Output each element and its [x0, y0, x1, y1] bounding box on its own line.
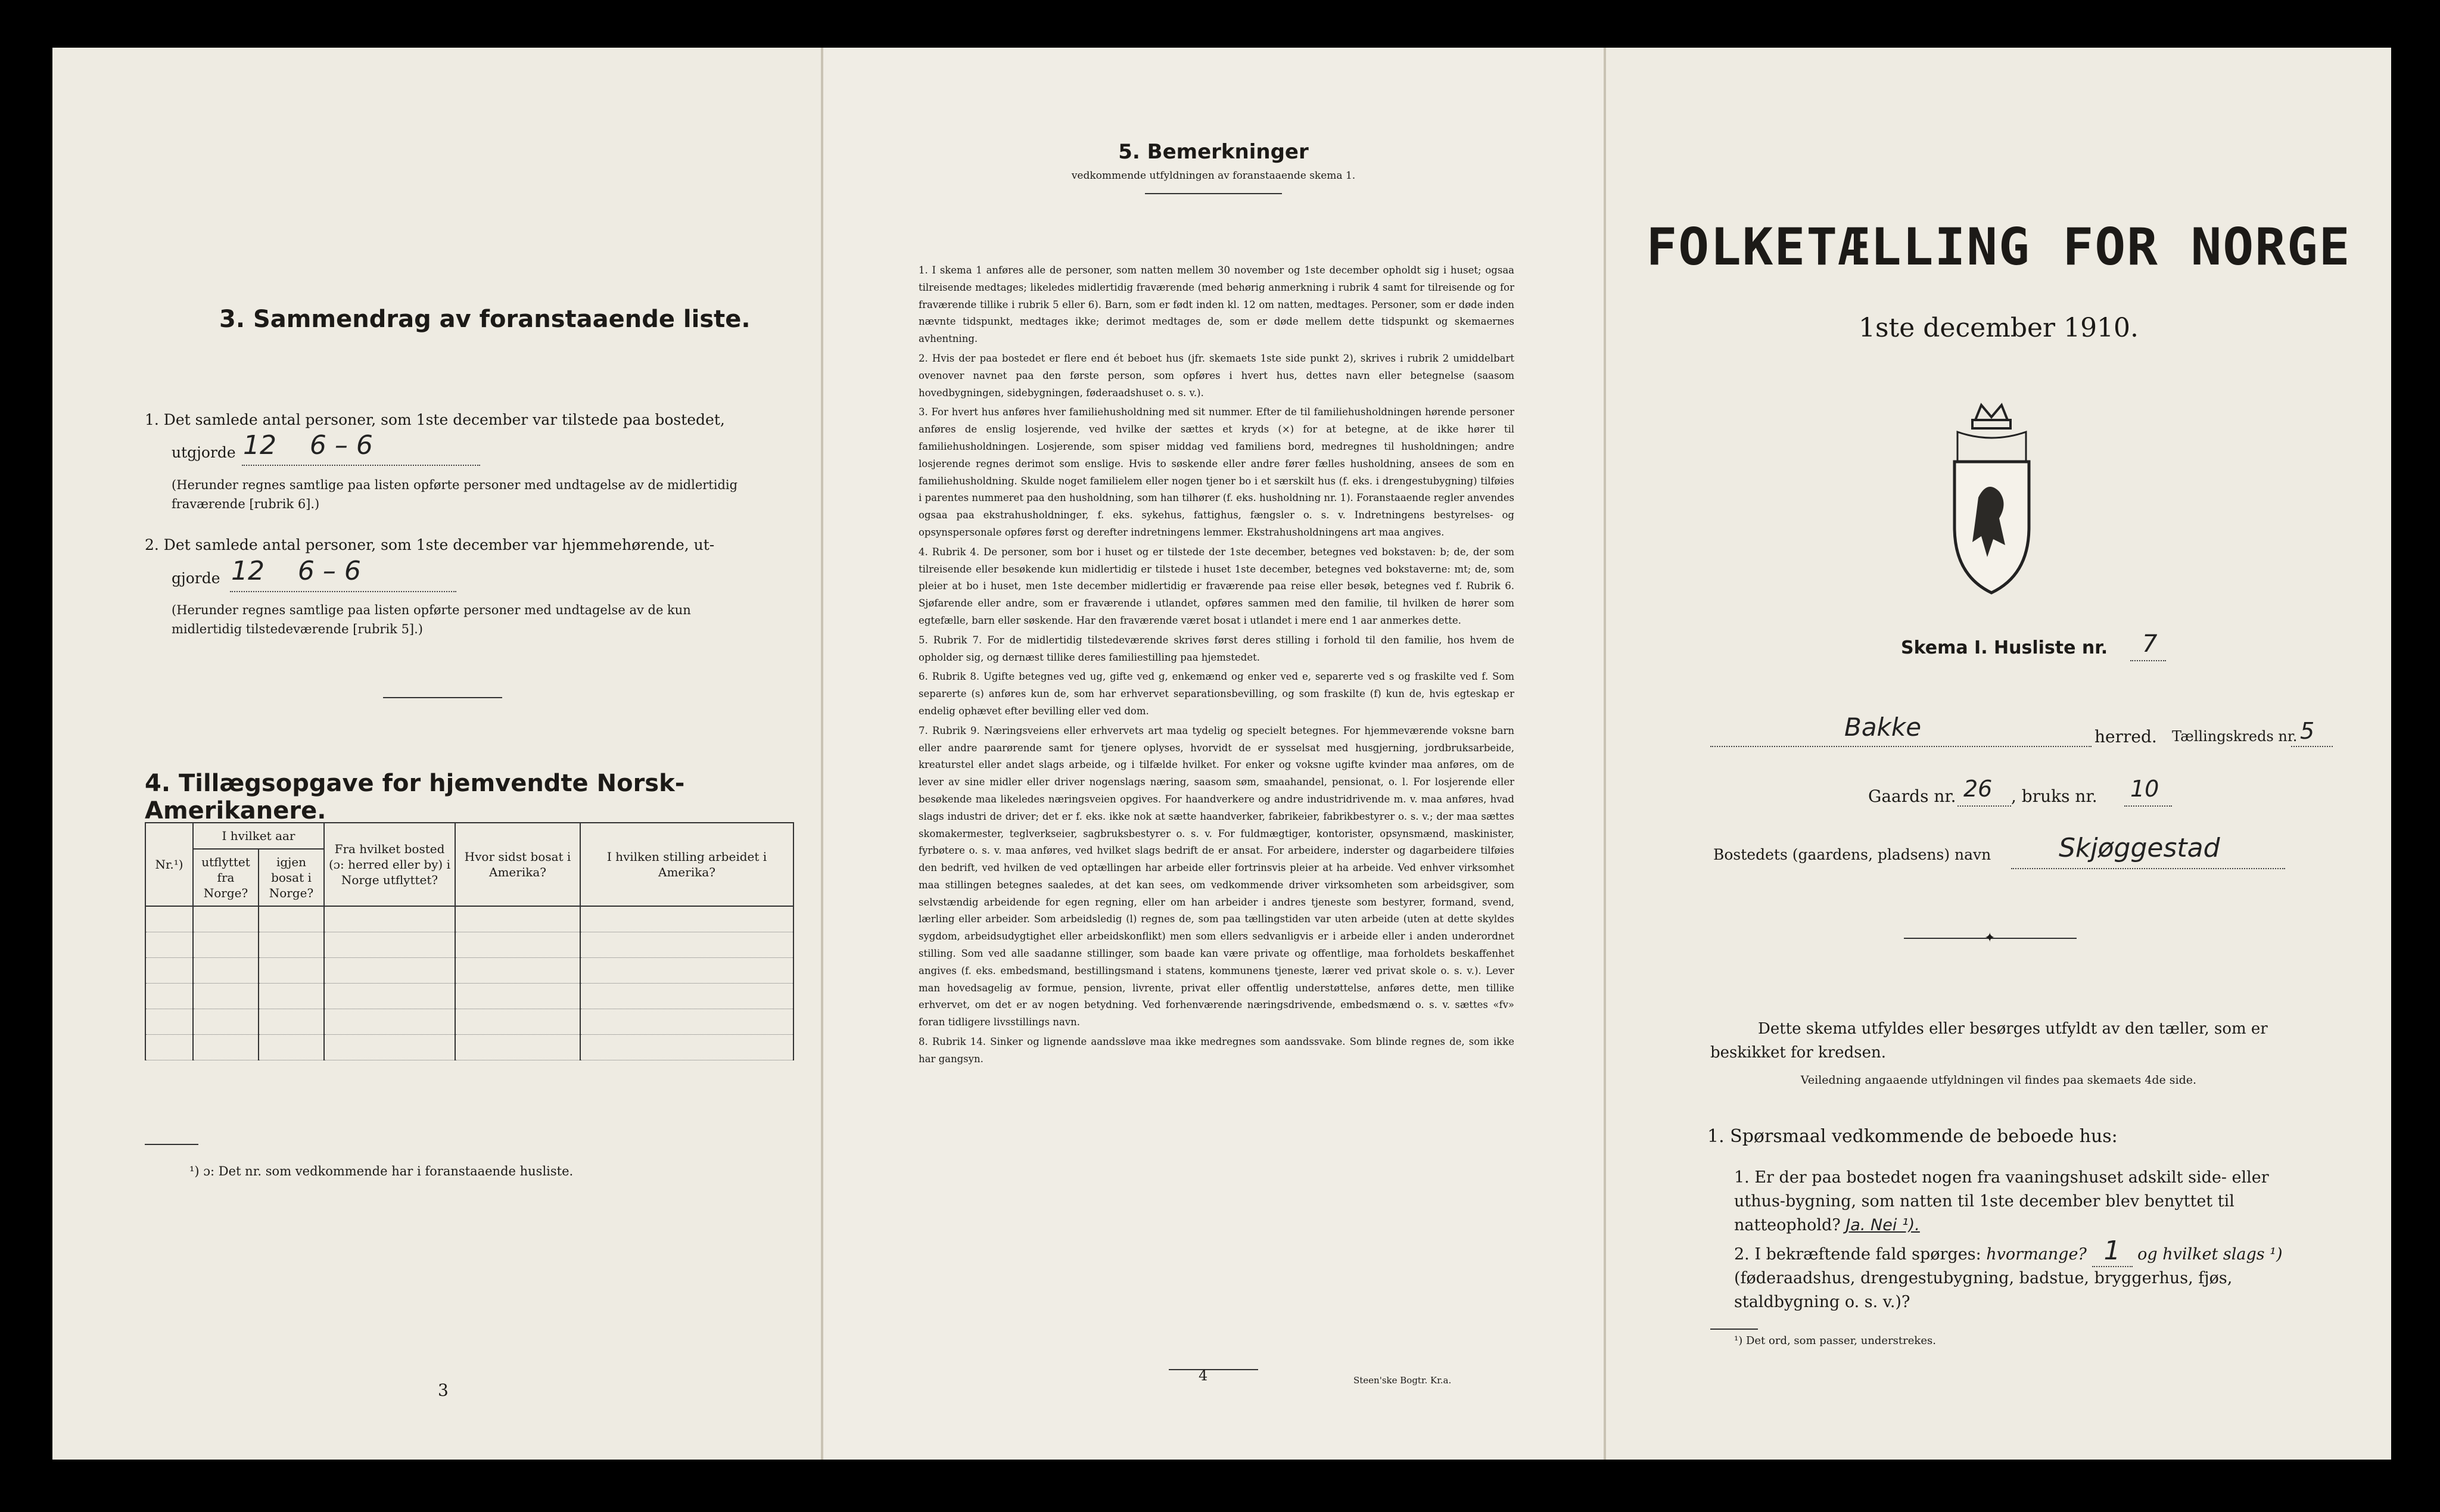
table-cell — [324, 1009, 455, 1035]
table-cell — [324, 984, 455, 1009]
table-cell — [324, 958, 455, 984]
remark-item: 8. Rubrik 14. Sinker og lignende aandssløve maa ikke medregnes som aandssvake. Som blinde regnes de, som ikke har gangsyn. — [919, 1036, 1514, 1065]
table-cell — [580, 906, 793, 932]
section1-title: 1. Spørsmaal vedkommende de beboede hus: — [1707, 1126, 2118, 1147]
footnote: ¹) Det ord, som passer, understrekes. — [1734, 1334, 1936, 1347]
page-number: 4 — [1199, 1367, 1208, 1384]
col-hvilket-aar: I hvilket aar — [193, 823, 324, 849]
question-2-intro: 2. I bekræftende fald spørges: — [1734, 1245, 1981, 1264]
table-cell — [455, 984, 580, 1009]
question-2-which: og hvilket slags ¹) — [2137, 1245, 2283, 1264]
remarks-subtitle: vedkommende utfyldningen av foranstaaende skema 1. — [1071, 170, 1356, 182]
item1-text: 1. Det samlede antal personer, som 1ste december var tilstede paa bostedet, — [145, 411, 725, 428]
table-cell — [580, 932, 793, 958]
remark-item: 6. Rubrik 8. Ugifte betegnes ved ug, gifte ved g, enkemænd og enker ved e, separerte ved s og fraskilte ved f. Som separerte (s) anføres kun de, som har erhvervet separationsbevilling, og som fraskilte (f) kun de, hvis egteskap er endelig ophævet efter bevilling eller ved dom. — [919, 671, 1514, 717]
remarks-end-rule — [1169, 1369, 1258, 1370]
section3-title: 3. Sammendrag av foranstaaende liste. — [219, 306, 751, 333]
table-cell — [455, 932, 580, 958]
table-cell — [145, 1035, 193, 1060]
table-cell — [580, 958, 793, 984]
table-cell — [145, 1009, 193, 1035]
item1-value: 12 6 – 6 — [243, 430, 373, 461]
col-fra-hvilket: Fra hvilket bosted (ɔ: herred eller by) i Norge utflyttet? — [324, 823, 455, 906]
table-cell — [145, 906, 193, 932]
col-hvor-sidst: Hvor sidst bosat i Amerika? — [455, 823, 580, 906]
bruks-label: , bruks nr. — [2011, 786, 2097, 806]
question-2-options: (føderaadshus, drengestubygning, badstue, bryggerhus, fjøs, staldbygning o. s. v.)? — [1734, 1269, 2233, 1311]
census-date: 1ste december 1910. — [1858, 313, 2139, 343]
gaards-label: Gaards nr. — [1868, 786, 1956, 806]
remark-item: 5. Rubrik 7. For de midlertidig tilstedeværende skrives først deres stilling i forhold til den familie, hos hvem de opholder sig, og dernæst tillike deres familiestilling paa hjemstedet. — [919, 634, 1514, 663]
table-cell — [259, 958, 324, 984]
remark-item: 3. For hvert hus anføres hver familiehusholdning med sit nummer. Efter de til familiehusholdningen hørende personer anføres de enslig losjerende, ved hvilke der sættes et kryds (×) for at betegne, at de ikke hører til familiehusholdningen. Losjerende, som spiser middag ved familiens bord, medregnes til husholdningen; andre losjerende regnes derimot som enslige. Hvis to søskende eller andre fører fælles husholdning, ansees de som en familiehusholdning. Skulde noget familielem eller nogen tjener bo i et særskilt hus (f. eks. i drengestubygning) tilføies i parentes nummeret paa den husholdning, som han tilhører (f. eks. husholdning nr. 1). Foranstaaende regler anvendes ogsaa paa ekstrahusholdninger, f. eks. sykehus, fattighus, fængsler o. s. v. Indretningens bestyrelses- og opsynspersonale opføres først og derefter indretningens lemmer. Ekstrahusholdningens art maa angives. — [919, 406, 1514, 538]
skema-label: Skema I. Husliste nr. — [1901, 637, 2108, 658]
question-2 — [1734, 1236, 2294, 1314]
table-cell — [324, 1035, 455, 1060]
table-row — [145, 906, 793, 932]
table-cell — [455, 1009, 580, 1035]
table-cell — [193, 1035, 259, 1060]
table-cell — [455, 906, 580, 932]
col-utflyttet: utflyttet fra Norge? — [193, 849, 259, 906]
question-1-text: 1. Er der paa bostedet nogen fra vaaningshuset adskilt side- eller uthus-bygning, som natten til 1ste december blev benyttet til natteophold? — [1734, 1168, 2269, 1234]
table-row — [145, 1009, 793, 1035]
table-cell — [324, 906, 455, 932]
col-nr: Nr.¹) — [145, 823, 193, 906]
herred-value: Bakke — [1844, 713, 1922, 742]
page-number: 3 — [438, 1380, 449, 1400]
bruks-value: 10 — [2130, 776, 2159, 802]
table-cell — [145, 958, 193, 984]
col-stilling: I hvilken stilling arbeidet i Amerika? — [580, 823, 793, 906]
table-cell — [580, 1009, 793, 1035]
remarks-rule — [1145, 193, 1282, 194]
col-igjen: igjen bosat i Norge? — [259, 849, 324, 906]
herred-label: herred. — [2094, 727, 2157, 746]
kreds-value: 5 — [2300, 718, 2315, 744]
table-cell — [324, 932, 455, 958]
bosted-value: Skjøggestad — [2059, 833, 2220, 863]
item2-text: 2. Det samlede antal personer, som 1ste december var hjemmehørende, ut- — [145, 536, 715, 553]
question-2-how-many: hvormange? — [1986, 1245, 2087, 1264]
divider — [383, 697, 502, 698]
section4-title: 4. Tillægsopgave for hjemvendte Norsk-Amerikanere. — [145, 770, 685, 825]
question-2-count: 1 — [2092, 1236, 2133, 1267]
footnote-rule — [1710, 1329, 1758, 1330]
remarks-title: 5. Bemerkninger — [1118, 140, 1309, 164]
table-row — [145, 958, 793, 984]
table-cell — [193, 984, 259, 1009]
gaards-value: 26 — [1963, 776, 1993, 802]
table-cell — [259, 906, 324, 932]
kreds-label: Tællingskreds nr. — [2172, 728, 2298, 745]
table-cell — [259, 1035, 324, 1060]
item1-prefix: utgjorde — [172, 444, 236, 461]
norsk-amerikanere-table — [145, 822, 794, 1060]
remark-item: 1. I skema 1 anføres alle de personer, som natten mellem 30 november og 1ste december opholdt sig i huset; ogsaa tilreisende medtages; likeledes midlertidig fraværende (med behørig anmerkning i rubrik 4 samt for tilreisende og for fraværende tillike i rubrik 5 eller 6). Barn, som er født inden kl. 12 om natten, medtages. Personer, som er døde inden nævnte tidspunkt, medtages ikke; derimot medtages de, som er døde mellem dette tidspunkt og skemaernes avhentning. — [919, 265, 1514, 345]
table-cell — [580, 1035, 793, 1060]
table-cell — [580, 984, 793, 1009]
table-cell — [193, 958, 259, 984]
item2-note: (Herunder regnes samtlige paa listen opførte personer med undtagelse av de kun midlertidig tilstedeværende [rubrik 5].) — [172, 603, 691, 636]
ornament-icon: ✦ — [1984, 931, 1996, 945]
table-cell — [455, 958, 580, 984]
info-text: Dette skema utfyldes eller besørges utfyldt av den tæller, som er beskikket for kredsen. — [1710, 1020, 2268, 1062]
table-cell — [193, 1009, 259, 1035]
coat-of-arms-icon — [1940, 396, 2044, 605]
table-cell — [259, 984, 324, 1009]
bosted-label: Bostedets (gaardens, pladsens) navn — [1713, 846, 1991, 863]
census-title: FOLKETÆLLING FOR NORGE — [1646, 217, 2351, 277]
table-cell — [145, 932, 193, 958]
remark-item: 2. Hvis der paa bostedet er flere end ét beboet hus (jfr. skemaets 1ste side punkt 2), skrives i rubrik 2 umiddelbart ovenover navnet paa den første person, som opføres i hvert hus, dettes navn eller betegnelse (saasom hovedbygningen, sidebygningen, føderaadshuset o. s. v.). — [919, 352, 1514, 399]
table-row — [145, 1035, 793, 1060]
table-cell — [259, 932, 324, 958]
table-cell — [145, 984, 193, 1009]
table-cell — [193, 906, 259, 932]
question-1 — [1734, 1166, 2294, 1237]
table-cell — [455, 1035, 580, 1060]
item2-value: 12 6 – 6 — [231, 556, 361, 586]
table-row — [145, 984, 793, 1009]
footnote-rule — [145, 1144, 198, 1145]
item1-note: (Herunder regnes samtlige paa listen opførte personer med undtagelse av de midlertidig fraværende [rubrik 6].) — [172, 478, 738, 511]
page-middle — [823, 48, 1604, 1460]
remark-item: 7. Rubrik 9. Næringsveiens eller erhvervets art maa tydelig og specielt betegnes. For hjemmeværende voksne barn eller andre paarørende samt for tjenere oplyses, hvorvidt de er sysselsat med husgjerning, jordbruksarbeide, kreaturstel eller andet slags arbeide, og i tilfælde hvilket. For enker og voksne ugifte kvinder maa anføres, om de lever av sine midler eller driver nogenslags næring, saasom søm, smaahandel, pensionat, o. l. For losjerende eller besøkende maa likeledes næringsveien opgives. For haandverkere og andre industridrivende m. v. maa anføres, hvad slags industri de driver; det er f. eks. ikke nok at sætte haandverker, fabrikeier, fabrikbestyrer o. s. v.; der maa sættes skomakermester, teglverkseier, sagbruksbestyrer o. s. v. For fuldmægtiger, kontorister, opsynsmænd, maskinister, fyrbøtere o. s. v. maa anføres, ved hvilket slags bedrift de er ansat. For arbeidere, inderster og dagarbeidere tilføies den bedrift, ved hvilken de ved optællingen har arbeide eller fortrinsvis pleier at ha arbeide. Ved enhver virksomhet maa stillingen betegnes saaledes, at det kan sees, om vedkommende driver virksomheten som arbeidsgiver, som selvstændig arbeidende for egen regning, eller om han arbeider i andres tjeneste som bestyrer, formand, svend, lærling eller arbeider. Som arbeidsledig (l) regnes de, som paa tællingstiden var uten arbeide (uten at dette skyldes sygdom, arbeidsudygtighet eller arbeidskonflikt) men som ellers sedvanligvis er i arbeide eller i anden underordnet stilling. Som ved alle saadanne stillinger, som baade kan være private og offentlige, maa forholdets beskaffenhet angives (f. eks. embedsmand, bestillingsmand i statens, kommunens tjeneste, lærer ved privat skole o. s. v.). Lever man hovedsagelig av formue, pension, livrente, privat eller offentlig understøttelse, anføres dette, men tillike erhvervet, om det er av nogen betydning. Ved forhenværende næringsdrivende, embedsmænd o. s. v. sættes «fv» foran tidligere livsstillings navn. — [919, 724, 1514, 1028]
remark-item: 4. Rubrik 4. De personer, som bor i huset og er tilstede der 1ste december, betegnes ved bokstaven: b; de, der som tilreisende eller besøkende kun midlertidig er tilstede i huset 1ste december, betegnes ved bokstaverne: mt; de, som pleier at bo i huset, men 1ste december midlertidig er fraværende paa reise eller besøk, betegnes ved f. Rubrik 6. Sjøfarende eller andre, som er fraværende i utlandet, opføres sammen med den familie, til hvilken de hører som egtefælle, barn eller søskende. Har den fraværende været bosat i utlandet i mere end 1 aar anmerkes dette. — [919, 546, 1514, 626]
remarks-list — [919, 262, 1514, 1071]
item2-prefix: gjorde — [172, 570, 220, 587]
footnote: ¹) ɔ: Det nr. som vedkommende har i foranstaaende husliste. — [189, 1164, 574, 1178]
page-right — [1606, 48, 2391, 1460]
table-row — [145, 932, 793, 958]
printer-mark: Steen'ske Bogtr. Kr.a. — [1353, 1375, 1452, 1386]
page-left — [52, 48, 821, 1460]
table-cell — [259, 1009, 324, 1035]
question-1-answer: Ja. Nei ¹). — [1845, 1216, 1920, 1234]
husliste-nr: 7 — [2142, 630, 2158, 658]
info-small: Veiledning angaaende utfyldningen vil findes paa skemaets 4de side. — [1800, 1074, 2197, 1087]
table-cell — [193, 932, 259, 958]
